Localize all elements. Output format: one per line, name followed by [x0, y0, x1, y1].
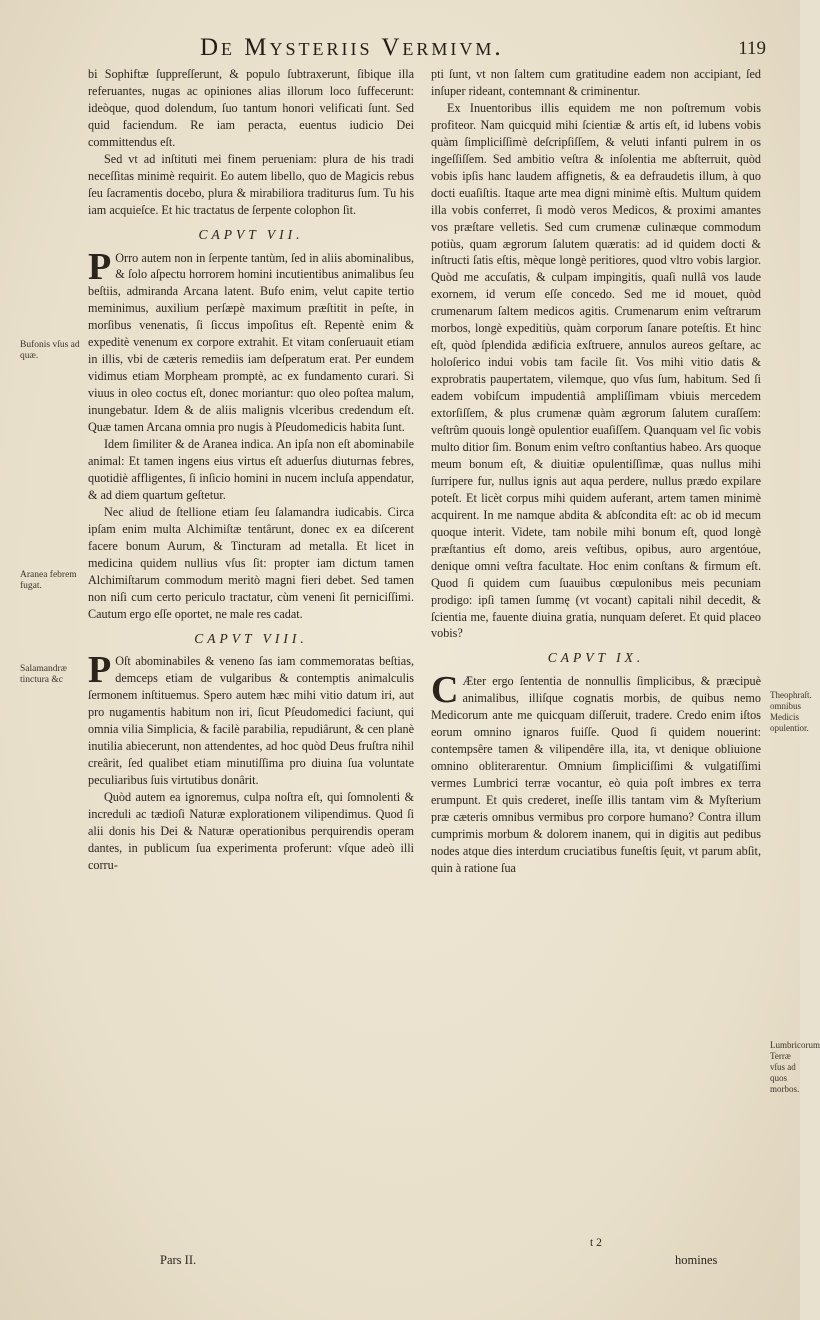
chapter-heading: CAPVT IX.: [547, 650, 645, 666]
paragraph: Nec aliud de ſtellione etiam ſeu ſalamandra iudicabis. Circa ipſam enim multa Alchimiſtæ tentârunt, donec ex ea diſcerent facere bonum Aurum, & Tincturam ad metalla. Et licet in medicina quidem nullius vſus ſit: propter iam dictum tamen Alchimiſtarum commodum meritò magni fieri debet. Sed tamen non niſi cum certo periculo tractatur, cùm veneni ſit perniciſſimi. Cautum ergo eſſe oportet, ne male res cadat.: [88, 504, 414, 621]
chapter-heading: CAPVT VIII.: [194, 630, 308, 646]
paragraph: Idem ſimiliter & de Aranea indica. An ipſa non eſt abominabile animal: Et tamen ingens eius virtus eſt aduerſus diuturnas febres, quotidiè affligentes, ſi inſicio homini in nucem incluſa appendatur, & ad diem quartum geſtetur.: [88, 437, 414, 502]
margin-note-aranea: Aranea febrem fugat.: [20, 570, 77, 591]
chapter-text: Æter ergo ſententia de nonnullis ſimplicibus, & præcipuè animalibus, illiſque cognatis morbis, de quibus nemo Medicorum ante me quicquam diſſeruit, tradere. Credo enim iſtos eorum omnino ignaros fuiſſe. Quod ſi quidem nouerint: contempsêre tamen & vilipendêre illa, ita, vt denique obliuione omnino obliterarentur. Omnium ſimpliciſſimi & vulgatiſſimi vermes Lumbrici terræ vocantur, eò quia poſt imbres ex terra erumpunt. Et quis crederet, ineſſe illis tantam vim & Myſterium præ cæteris omnibus vermibus pro corpore humano? Contra illum cumprimis morbum & dolorem inanem, qui in digitis aut pedibus nodes atque dies interdum cruciatibus funeſtis ſęuit, vt parum abſit, quin à ratione ſua: [431, 674, 761, 875]
page-header: [80, 34, 770, 64]
chapter-text: Orro autem non in ſerpente tantùm, ſed in aliis abominalibus, & ſolo aſpectu horrorem homini incutientibus animalibus ſeu beſtiis, admiranda Arcana latent. Bufo enim, velut capite tertio meminimus, auxilium perſæpè maximum præſtitit in peſte, in morſibus venenatis, ſi ſiccus impoſitus eſt. Repentè enim & expeditè venenum ex corpore extrahit. Et vitam conſeruauit etiam in illis, vbi de cæteris remediis iam deſperatum erat. Per eundem vidimus etiam Morpheam promptè, ac ex fundamento curari. Si viuus in oleo coctus eſt, donec moriantur: quo oleo poſtea malum, inungebatur. Idem & de aliis malignis vlceribus credendum eſt. Quæ tamen Arcana omnia pro nugis à Pſeudomedicis habita ſunt.: [88, 250, 414, 435]
catchword: homines: [675, 1253, 718, 1267]
drop-cap: P: [88, 245, 112, 288]
drop-cap: C: [431, 669, 459, 712]
margin-note-salamandra: Salamandræ tinctura &c: [20, 664, 67, 685]
paragraph: Ex Inuentoribus illis equidem me non poſtremum vobis profiteor. Nam quicquid mihi ſcientiæ & artis eſt, id lubens vobis quàm ſimpliciſſimè deſcripſiſſem, & veluti infanti pulrem in os ingeſſiſſem. Sed ambitio veſtra & inſolentia me abſterruit, quòd vobis ipſis hanc laudem affignetis, & ea defraudetis illum, à quo docti euaſiſtis. Itaque arte mea digni minimè eſtis. Multum quidem illa vobis conferret, ſi modò veros Medicos, & proximi amantes vos præſtare velletis. Sed cum crumenæ culinæque commodum potiùs, quam ægrorum ſalutem quæratis: ad id quidem docti & inſtructi ſatis eſtis, mèque longè peritiores, quod vltro vobis largior. Quòd me accuſatis, & culpam impingitis, quaſi nullâ vos laude exornem, id verum eſſe concedo. Sed me id mouet, quòd crumenarum ſaltem medicos agitis. Crumenarum enim veſtrarum morbos, longè expeditiùs, quàm corporum ſanare poteſtis. Et hinc eſt, quòd ſplendida ædificia exſtruere, annulos aureos geſtare, ac holoſerico indui vobis tam facile ſit. Vos mihi vitio datis & exprobratis paupertatem, vilemque, quo vſus ſum, habitum. Sed ſi eadem vobiſcum impudentiâ ampliſſimam vbiuis mercedem extorſiſſem, & plus crumenæ quàm ægrorum ſalutem curaſſem: veſtrûm quouis longè opulentior euaſiſſem. Quanquam vel ſic vobis multo ditior ſim. Bonum enim veſtro conſtantius habeo. Ars quoque meum bonum eſt, & diuitiæ opulentiſſimæ, quas nullus mihi ſurripere fur, nullus ignis aut aqua perdere, nullus prædo expilare poteſt. Et licèt corpus mihi quidem auferant, artem tamen minimè acquirent. In me namque abdita & abſcondita eſt: ac ob id mecum quoque interit. Videte, tam nobile mihi bonum eſt, quod longè præſtantius eſt domo, areis veſtibus, opibus, auro argentóue, denique omni veſtra facultate. Hoc enim conſtans & firmum eſt. Quod ſi quidem cum ſuauibus cœpulonibus meis pecuniam prodigo: ipſi tamen ſummę (vt vocant) capitali nihil decedit, & ſcientia me, fauente diuina gratia, nunquam deſeret. Et quid placeo vobis?: [431, 100, 761, 641]
running-title: De Mysteriis Vermivm.: [200, 34, 504, 61]
page-number: 119: [738, 38, 766, 59]
signature-mark: Pars II.: [160, 1253, 197, 1267]
chapter-paragraph: [431, 669, 761, 876]
margin-note-theophrasti: Theophraſt. omnibus Medicis opulentior.: [770, 690, 812, 733]
paragraph: Quòd autem ea ignoremus, culpa noſtra eſt, qui ſomnolenti & increduli ac tædioſi Naturæ explorationem vilipendimus. Quod ſi alii donis his Dei & Naturæ operationibus perquirendis operam dantes, in publicum ſua experimenta proferunt: vſque adeò illi corru-: [88, 790, 414, 872]
margin-note-bufonis: Bufonis vſus ad quæ.: [20, 340, 80, 361]
paragraph: pti ſunt, vt non ſaltem cum gratitudine eadem non accipiant, ſed inſuper rideant, contemnant & criminentur.: [431, 67, 761, 98]
paragraph: Sed vt ad inſtituti mei finem perueniam: plura de his tradi neceſſitas minimè requirit. Eo autem libello, quo de Magicis rebus ſeu ſacramentis docebo, plura & mirabiliora traditurus ſum. Tu his iam acquieſce. Et hic tractatus de ſerpente colophon ſit.: [88, 151, 414, 217]
drop-cap: P: [88, 649, 112, 692]
chapter-paragraph: [88, 245, 414, 436]
margin-note-lumbrici: Lumbricorum Terræ vſus ad quos morbos.: [770, 1040, 820, 1094]
paragraph: bi Sophiftæ ſuppreſſerunt, & populo ſubtraxerunt, ſibique illa referuantes, nugas ac opiniones alias illorum loco ſuffecerunt: ideòque, quod dolendum, ſuo tantum honori velificati ſunt. Sed quid faciendum. Re iam peracta, euentus iudicio Dei committendus eſt.: [88, 67, 414, 149]
chapter-heading: CAPVT VII.: [198, 226, 304, 242]
chapter-text: Oſt abominabiles & veneno ſas iam commemoratas beſtias, demceps etiam de vulgaribus & contemptis animalculis ſermonem inſtituemus. Spero autem hæc mihi vitio datum iri, aut pro nugamentis habitum non iri, ſicut Pſeudomedici faciunt, qui omnia vilia Simplicia, & facilè parabilia, repudiârunt, & cen planè inutilia abiecerunt, non attendentes, ad hoc quòd Deus fruſtra nihil creârit, ſed qualibet etiam minutiſſima pro diuina ſua voluntate peculiaribus ſuis virtutibus donârit.: [88, 654, 414, 788]
gathering-signature: t 2: [590, 1237, 602, 1249]
right-column: [431, 66, 761, 877]
chapter-paragraph: [88, 649, 414, 789]
left-column: [88, 66, 414, 874]
